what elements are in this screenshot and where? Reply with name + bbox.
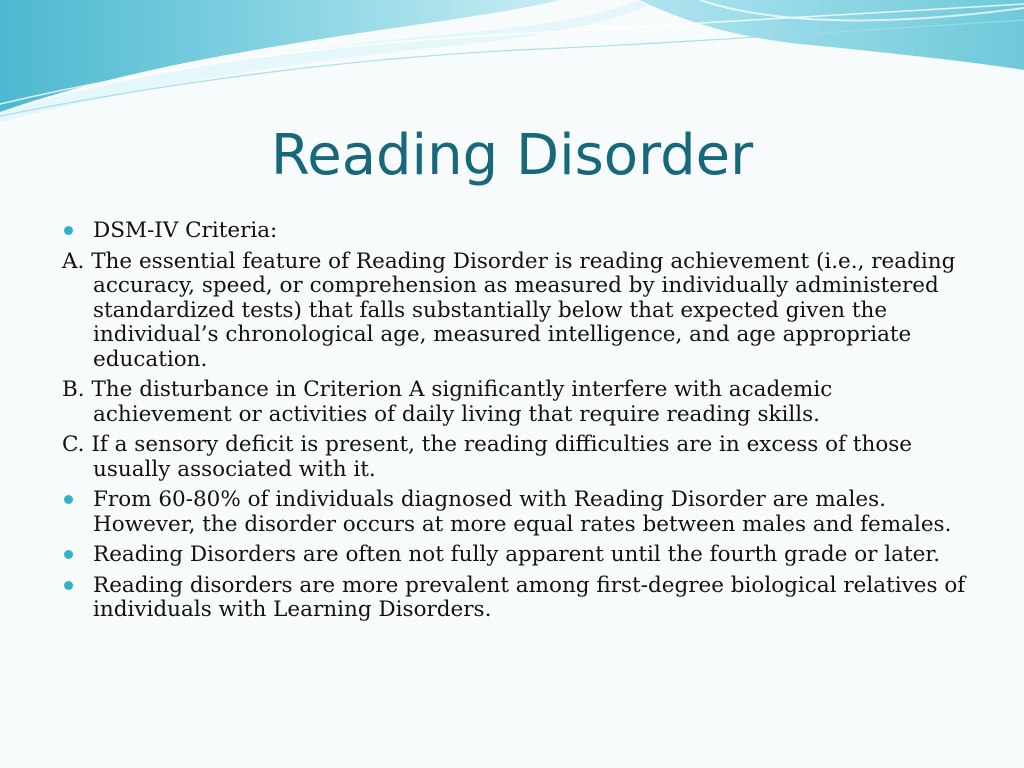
bullet-text: Reading disorders are more prevalent among first-degree biological relatives of individuals with Learning Disorders.: [93, 572, 966, 622]
bullet-item-fourth-grade: [62, 543, 967, 568]
bullet-dot-icon: [64, 495, 73, 504]
criterion-c: C. If a sensory deficit is present, the reading difficulties are in excess of those usually associated with it.: [62, 432, 913, 482]
criterion-b: B. The disturbance in Criterion A significantly interfere with academic achievement or activities of daily living that require reading skills.: [62, 377, 833, 427]
bullet-item-prevalence-males: [62, 488, 967, 537]
criterion-a: A. The essential feature of Reading Disorder is reading achievement (i.e., reading accuracy, speed, or comprehension as measured by individually administered standardized tests) that falls substantially below that expected given the individual’s chronological age, measured intelligence, and age appropriate education.: [62, 248, 956, 372]
bullet-item-biological-relatives: [62, 574, 967, 623]
bullet-item-criteria-heading: [62, 219, 967, 244]
bullet-dot-icon: [64, 581, 73, 590]
bullet-text: DSM-IV Criteria:: [93, 218, 278, 243]
bullet-text: Reading Disorders are often not fully apparent until the fourth grade or later.: [93, 542, 941, 567]
bullet-dot-icon: [64, 550, 73, 559]
bullet-text: From 60-80% of individuals diagnosed with Reading Disorder are males. However, the disorder occurs at more equal rates between males and females.: [93, 487, 952, 537]
slide-title: Reading Disorder: [270, 123, 754, 188]
slide-body: [62, 219, 967, 629]
bullet-dot-icon: [64, 226, 73, 235]
header-wave-decoration: [0, 0, 1024, 130]
